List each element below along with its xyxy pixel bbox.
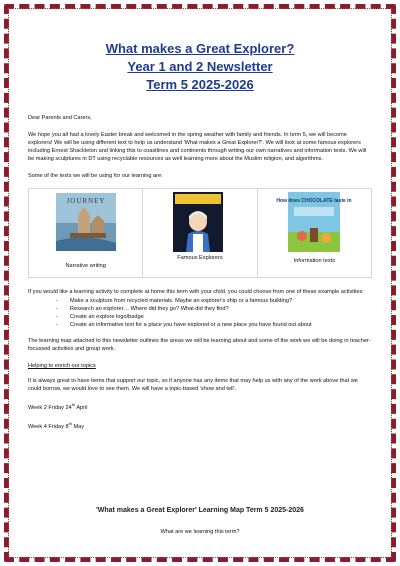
learning-map-title: 'What makes a Great Explorer' Learning Map Term 5 2025-2026 xyxy=(96,507,304,514)
greeting: Dear Parents and Carers, xyxy=(28,115,92,121)
book-cover-journey-title: JOURNEY xyxy=(66,197,106,205)
book-cover-explorer-icon xyxy=(173,192,223,252)
book-table xyxy=(28,188,372,278)
activity-lead: If you would like a learning activity to complete at home this term with your child, you could choose from one of these example activities: xyxy=(28,289,364,295)
show-and-tell-date-2 xyxy=(28,420,372,431)
activity-list xyxy=(28,297,372,329)
date-month: May xyxy=(71,423,85,430)
book-cell-information xyxy=(258,189,371,277)
activity-item: - Research an explorer… Where did they go? What did they find? xyxy=(70,305,372,313)
book-caption-narrative: Narrative writing xyxy=(65,263,106,269)
activity-item: - Make a sculpture from recycled materials. Maybe an explorer's ship or a famous building? xyxy=(70,297,372,305)
date-text: Week 4 Friday 8 xyxy=(28,423,69,430)
title-line-2: Year 1 and 2 Newsletter xyxy=(127,59,273,74)
date-month: April xyxy=(75,404,88,411)
date-suffix: th xyxy=(68,420,72,426)
learning-map-question: What are we learning this term? xyxy=(160,529,240,535)
help-paragraph: It is always great to have items that support our topic, so if anyone has any items that may help us with any of the work above that we could borrow, we would love to see them. We will have a topic-based 'show and tell'. xyxy=(28,378,358,392)
book-cover-chocolate-icon xyxy=(276,192,352,252)
help-heading: Helping to enrich our topics xyxy=(28,363,96,369)
title-line-3: Term 5 2025-2026 xyxy=(146,77,254,92)
activity-item: - Create an explore logo/badge xyxy=(70,313,372,321)
book-cell-narrative xyxy=(29,189,143,277)
title-line-1: What makes a Great Explorer? xyxy=(105,41,295,56)
newsletter-content xyxy=(28,40,372,431)
date-suffix: th xyxy=(71,402,76,407)
book-cover-chocolate-title: How does CHOCOLATE taste in xyxy=(276,198,352,204)
learning-map-paragraph: The learning map attached to this newsletter outlines the areas we will be learning about and some of the work we will be doing in teacher-focussed activities and group work. xyxy=(28,338,371,352)
book-caption-explorers: Famous Explorers xyxy=(177,255,223,261)
date-text: Week 2 Friday 24 xyxy=(28,404,72,411)
activity-item: - Create an informative text for a place you have explored or a new place you have found out about xyxy=(70,321,372,329)
book-cell-explorers xyxy=(143,189,257,277)
show-and-tell-date-1 xyxy=(28,401,372,412)
book-caption-information: Information texts xyxy=(293,258,335,264)
book-cover-journey-icon xyxy=(56,193,116,251)
texts-lead: Some of the texts we will be using for our learning are: xyxy=(28,173,163,179)
intro-paragraph: We hope you all had a lovely Easter break and welcomed in the spring weather with family and friends. In term 5, we will become explorers! We will be using different text to help us understand 'What makes a Great Explorer?'. We will look at some famous explorers including Ernest Shackleton and linking this to coastlines and continents through writing our own narratives and information texts. We will be making sculptures in DT using recyclable resources as well learning more about the Muslim religion, and algorithms. xyxy=(28,132,367,162)
